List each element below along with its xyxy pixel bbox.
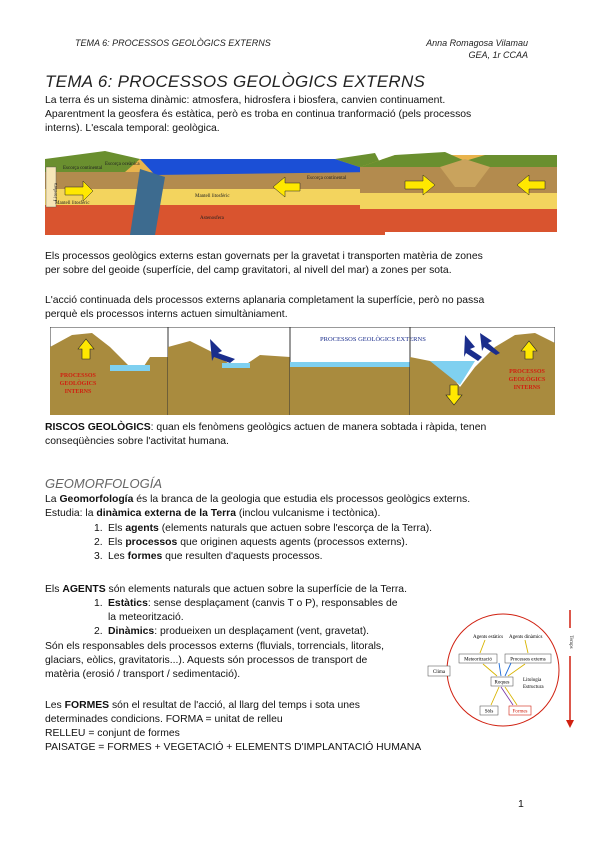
list-item: 2. Els processos que originen aquests agents (processos externs). <box>94 537 408 548</box>
label-meteoritzacio: Meteorització <box>464 657 492 663</box>
label-roques: Roques <box>494 680 510 686</box>
geomorfologia-intro: La Geomorfología és la branca de la geologia que estudia els processos geològics externs. Estudia: la dinàmica externa de la Terra (inclou vulcanisme i tectònica). <box>45 494 471 519</box>
page-number: 1 <box>518 798 524 810</box>
list-item: 1. Estàtics: sense desplaçament (canvis T o P), responsables de <box>94 598 398 609</box>
processes-panels-figure <box>50 327 555 415</box>
fig2-top-label: PROCESSOS GEOLÒGICS EXTERNS <box>320 336 426 343</box>
label-temps: Temps <box>568 635 573 649</box>
fig2-left-label-3: INTERNS <box>64 389 92 395</box>
tectonic-block-diagram <box>45 147 557 237</box>
fig2-left-label-2: GEOLÒGICS <box>59 381 97 387</box>
list-item: 3. Les formes que resulten d'aquests processos. <box>94 551 323 562</box>
label-crust-cont-right: Escorça continental <box>307 176 347 181</box>
header-course: GEA, 1r CCAA <box>468 50 528 60</box>
riscos-line2: conseqüències sobre l'activitat humana. <box>45 436 229 447</box>
label-clima: Clima <box>432 670 446 675</box>
label-estructura: Estructura <box>523 685 544 690</box>
formes-paragraph: Les FORMES són el resultat de l'acció, al llarg del temps i sota unes determinades condicions. FORMA = unitat de relleu RELLEU = conjunt de formes PAISATGE = FORMES + VEGETACIÓ + ELEMENTS D'IMPLANTACIÓ HUMANA <box>45 700 422 753</box>
geomorfologia-term: Geomorfología <box>59 494 134 505</box>
label-crust-cont: Escorça continental <box>63 166 103 171</box>
label-litosphere: Litosfera <box>54 182 59 201</box>
list-item: 2. Dinàmics: produeixen un desplaçament (vent, gravetat). <box>94 626 370 637</box>
label-crust-oceanic: Escorça oceànica <box>105 162 140 167</box>
gravity-line: Els processos geològics externs estan governats per la gravetat i transporten matèria de zones <box>45 251 483 262</box>
intro-line: interns). L'escala temporal: geològica. <box>45 123 220 134</box>
list-item: 1. Els agents (elements naturals que actuen sobre l'escorça de la Terra). <box>94 523 433 534</box>
page-title: TEMA 6: PROCESSOS GEOLÒGICS EXTERNS <box>45 72 426 91</box>
label-agents-estatics: Agents estàtics <box>473 635 504 640</box>
running-header: TEMA 6: PROCESSOS GEOLÒGICS EXTERNS <box>75 38 271 48</box>
label-litologia: Litologia <box>523 678 542 683</box>
leveling-line: perquè els processos interns actuen simultàniament. <box>45 309 288 320</box>
gravity-line: per sobre del geoide (superfície, del camp gravitatori, al nivell del mar) a zones per sota. <box>45 265 452 276</box>
leveling-line: L'acció continuada dels processos externs aplanaria completament la superfície, però no passa <box>45 295 485 306</box>
collision-block <box>360 152 557 232</box>
riscos-term: RISCOS GEOLÒGICS <box>45 422 151 433</box>
header-author: Anna Romagosa Vilamau <box>426 38 528 48</box>
fig2-right-label-3: INTERNS <box>513 385 541 391</box>
riscos-paragraph <box>45 421 565 449</box>
fig2-right-label-1: PROCESSOS <box>509 369 545 375</box>
geomorphology-cycle-diagram <box>425 608 583 730</box>
intro-line: Aparentment la geosfera és estàtica, però es troba en continua tranformació (pels processos <box>45 109 472 120</box>
subduction-block <box>45 151 385 235</box>
label-asthenosphere: Astenosfera <box>200 216 224 221</box>
dinamica-term: dinàmica externa de la Terra <box>96 508 236 519</box>
agents-list <box>94 597 448 639</box>
intro-paragraph <box>45 94 565 136</box>
gravity-paragraph <box>45 250 565 278</box>
label-sols: Sòls <box>484 709 494 715</box>
agents-paragraph-2: Són els responsables dels processos externs (fluvials, torrencials, litorals, glaciars, eòlics, gravitatoris...). Aquests són processos de transport de matèria (erosió / transport / sedimentació). <box>45 641 384 680</box>
label-formes: Formes <box>512 709 528 715</box>
riscos-line1: : quan els fenòmens geològics actuen de manera sobtada i ràpida, tenen <box>150 422 487 433</box>
geomorfologia-list <box>94 522 548 564</box>
label-mantle-mid: Mantell litosfèric <box>195 194 230 199</box>
panel-3 <box>290 362 410 415</box>
fig2-right-label-2: GEOLÒGICS <box>508 377 546 383</box>
fig2-left-label-1: PROCESSOS <box>60 373 96 379</box>
formes-term: FORMES <box>64 700 110 711</box>
list-item-cont: la meteorització. <box>108 612 184 623</box>
agents-paragraph: Els AGENTS són elements naturals que actuen sobre la superfície de la Terra. <box>45 584 407 595</box>
label-mantle-left: Mantell litosfèric <box>55 201 90 206</box>
label-processos-externs: Processos externs <box>510 657 546 663</box>
intro-line: La terra és un sistema dinàmic: atmosfera, hidrosfera i biosfera, canvien continuament. <box>45 95 446 106</box>
leveling-paragraph <box>45 294 565 322</box>
agents-term: AGENTS <box>62 584 106 595</box>
geomorfologia-heading: GEOMORFOLOGÍA <box>45 476 163 491</box>
label-agents-dinamics: Agents dinàmics <box>509 635 543 640</box>
